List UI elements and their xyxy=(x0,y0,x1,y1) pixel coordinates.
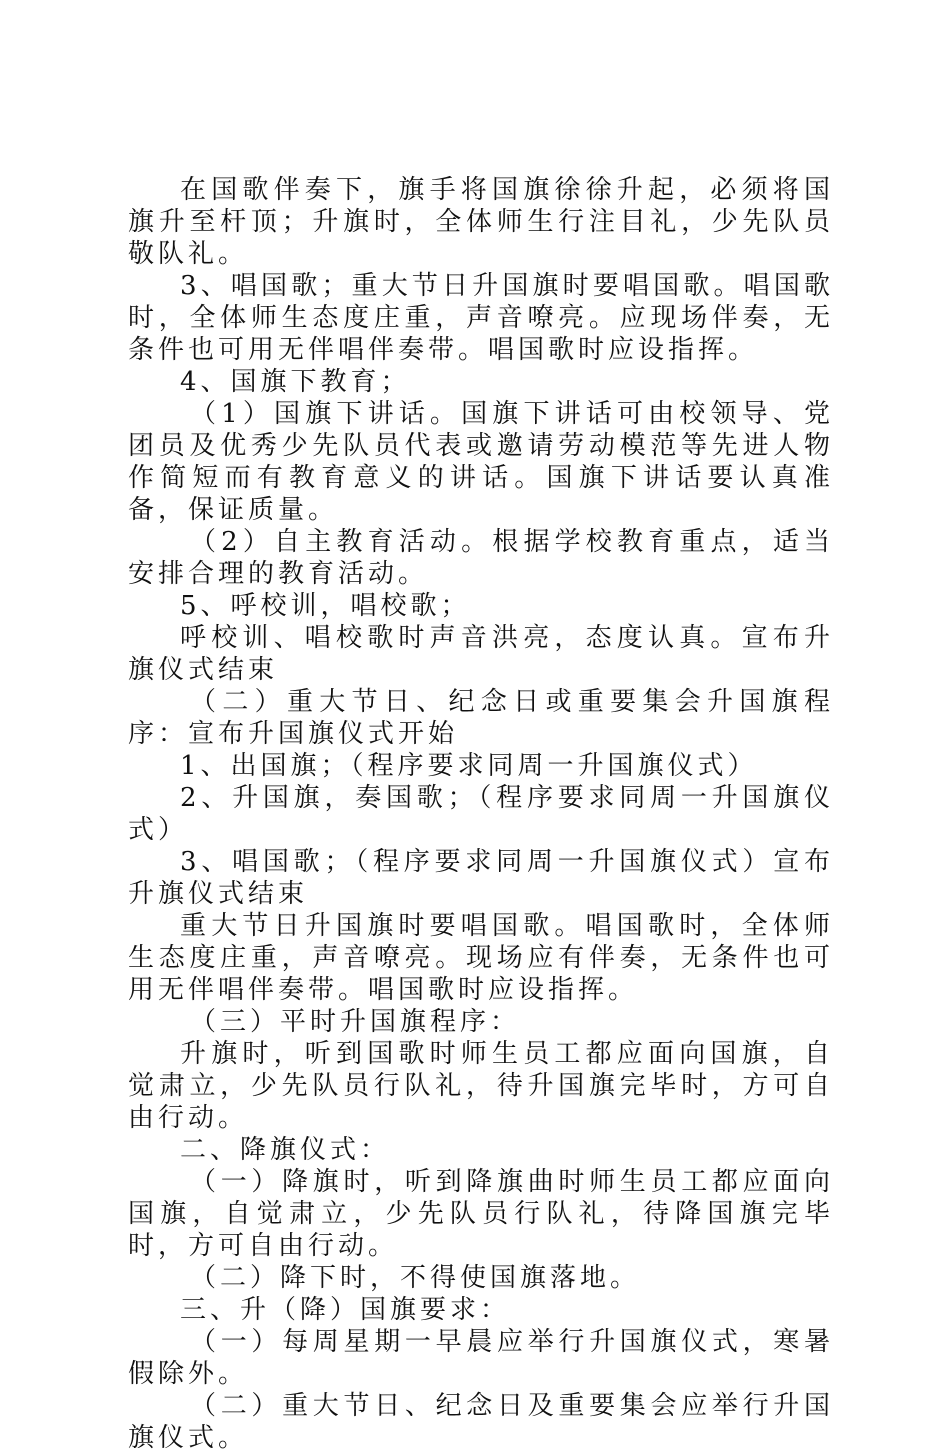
paragraph: （二）重大节日、纪念日或重要集会升国旗程序：宣布升国旗仪式开始 xyxy=(128,687,834,749)
paragraph: （二）重大节日、纪念日及重要集会应举行升国旗仪式。 xyxy=(128,1391,834,1453)
paragraph: 4、国旗下教育； xyxy=(180,367,411,397)
paragraph: 5、呼校训，唱校歌； xyxy=(180,591,471,621)
paragraph: 二、降旗仪式： xyxy=(180,1135,391,1165)
paragraph: 2、升国旗，奏国歌；（程序要求同周一升国旗仪式） xyxy=(128,783,834,845)
paragraph: （一）每周星期一早晨应举行升国旗仪式，寒暑假除外。 xyxy=(128,1327,834,1389)
paragraph: 3、唱国歌；（程序要求同周一升国旗仪式）宣布升旗仪式结束 xyxy=(128,847,834,909)
paragraph: 升旗时，听到国歌时师生员工都应面向国旗，自觉肃立，少先队员行队礼，待升国旗完毕时，方可自由行动。 xyxy=(128,1039,834,1133)
paragraph: （2）自主教育活动。根据学校教育重点，适当安排合理的教育活动。 xyxy=(128,527,834,589)
paragraph: 在国歌伴奏下，旗手将国旗徐徐升起，必须将国旗升至杆顶；升旗时，全体师生行注目礼，少先队员敬队礼。 xyxy=(128,175,834,269)
document-body xyxy=(128,174,834,1454)
paragraph: （1）国旗下讲话。国旗下讲话可由校领导、党团员及优秀少先队员代表或邀请劳动模范等先进人物作简短而有教育意义的讲话。国旗下讲话要认真准备，保证质量。 xyxy=(128,399,834,525)
paragraph: 3、唱国歌；重大节日升国旗时要唱国歌。唱国歌时，全体师生态度庄重，声音嘹亮。应现场伴奏，无条件也可用无伴唱伴奏带。唱国歌时应设指挥。 xyxy=(128,271,834,365)
paragraph: （二）降下时，不得使国旗落地。 xyxy=(190,1263,641,1293)
paragraph: 呼校训、唱校歌时声音洪亮，态度认真。宣布升旗仪式结束 xyxy=(128,623,834,685)
paragraph: 重大节日升国旗时要唱国歌。唱国歌时，全体师生态度庄重，声音嘹亮。现场应有伴奏，无条件也可用无伴唱伴奏带。唱国歌时应设指挥。 xyxy=(128,911,834,1005)
paragraph: 1、出国旗；（程序要求同周一升国旗仪式） xyxy=(180,751,758,781)
paragraph: （三）平时升国旗程序： xyxy=(190,1007,521,1037)
paragraph: 三、升（降）国旗要求： xyxy=(180,1295,511,1325)
paragraph: （一）降旗时，听到降旗曲时师生员工都应面向国旗，自觉肃立，少先队员行队礼，待降国旗完毕时，方可自由行动。 xyxy=(128,1167,834,1261)
